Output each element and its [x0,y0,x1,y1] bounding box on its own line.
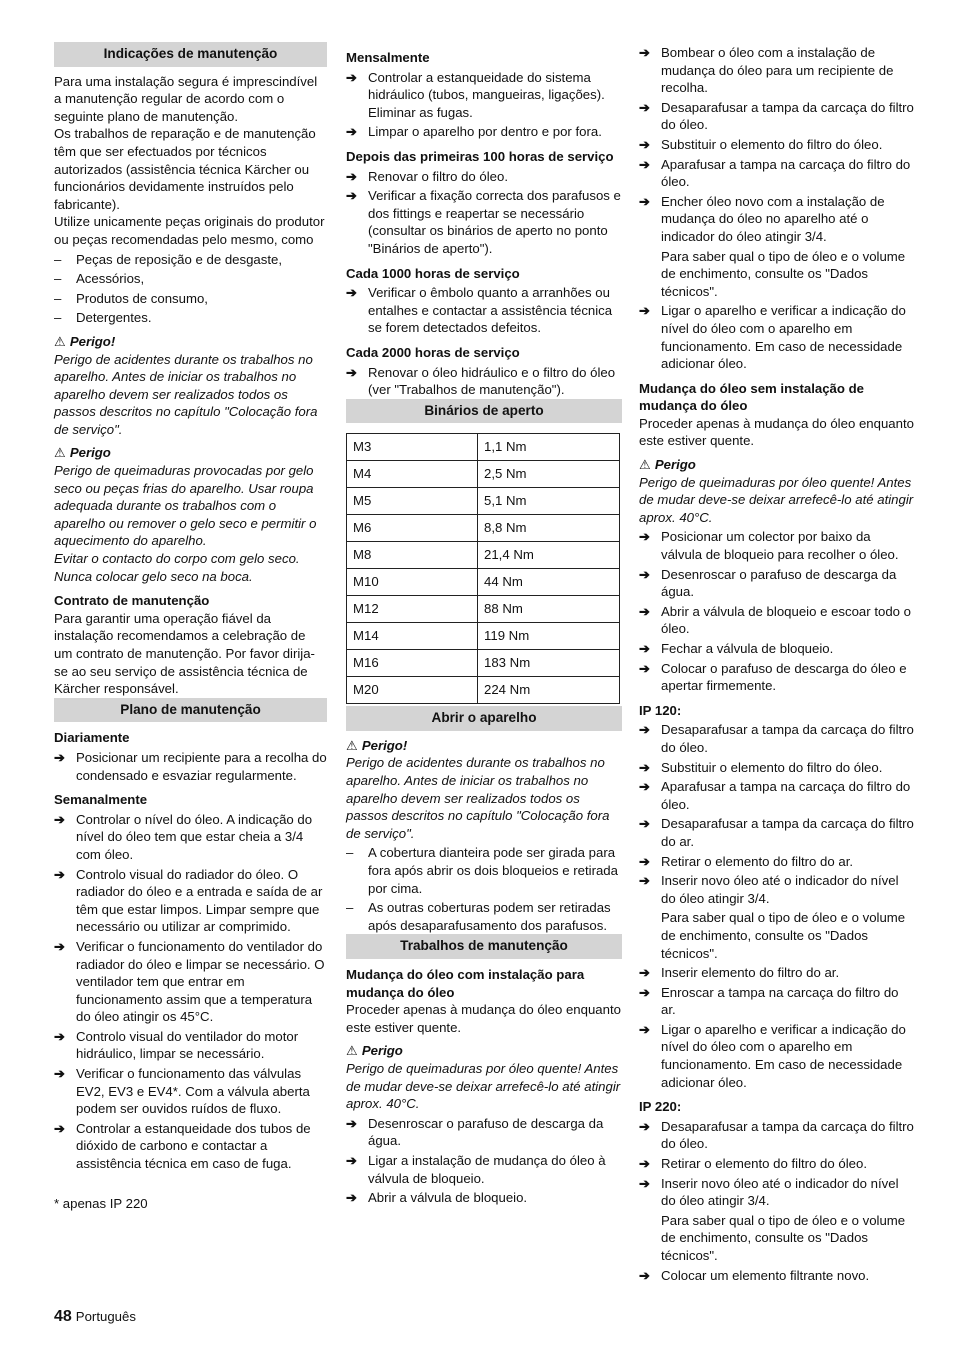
action-step: ➔ Substituir o elemento do filtro do óleo. [639,136,883,152]
thread-size-cell: M6 [347,515,478,542]
action-step: ➔ Retirar o elemento do filtro do óleo. [639,1156,867,1172]
arrow-right-icon: ➔ [639,1118,651,1134]
section-heading: Indicações de manutenção [54,42,327,67]
page-footer [54,1308,136,1326]
table-row [347,488,620,515]
action-step: ➔ Desaparafusar a tampa da carcaça do filtro do óleo. [639,1118,914,1152]
thread-size-cell: M12 [347,596,478,623]
subheading: Cada 1000 horas de serviço [346,265,520,281]
action-step: ➔ Desaparafusar a tampa da carcaça do filtro do óleo. [639,99,914,133]
table-row [347,569,620,596]
action-step: ➔ Inserir elemento do filtro do ar. [639,965,840,981]
dash-list-item: – A cobertura dianteira pode ser girada para fora após abrir os dois bloqueios e retirada por cima. [346,845,618,896]
column-3 [639,42,915,1284]
warning-text: Perigo de queimaduras por óleo quente! Antes de mudar deve-se deixar arrefecê-lo até atingir aprox. 40°C. [639,474,914,525]
thread-size-cell: M8 [347,542,478,569]
arrow-right-icon: ➔ [639,779,651,795]
warning-triangle-icon: ⚠ [346,1043,358,1059]
torque-value-cell: 119 Nm [478,623,620,650]
dash-list-item: – Acessórios, [54,271,145,287]
action-step: ➔ Colocar um elemento filtrante novo. [639,1267,870,1283]
subheading: Semanalmente [54,792,148,808]
action-step: ➔ Aparafusar a tampa na carcaça do filtro do óleo. [639,779,911,812]
arrow-right-icon: ➔ [639,45,651,60]
subheading: Diariamente [54,730,130,746]
arrow-right-icon: ➔ [54,938,66,954]
arrow-right-icon: ➔ [346,285,358,301]
dash-bullet: – [346,845,354,861]
indented-note: Para saber qual o tipo de óleo e o volume de enchimento, consulte os "Dados técnicos". [661,1212,906,1263]
action-step: ➔ Controlo visual do ventilador do motor hidráulico, limpar se necessário. [54,1028,299,1062]
section-heading: Plano de manutenção [54,698,327,723]
arrow-right-icon: ➔ [639,156,651,172]
arrow-right-icon: ➔ [346,69,358,85]
torque-value-cell: 224 Nm [478,677,620,704]
dash-bullet: – [54,271,62,287]
arrow-right-icon: ➔ [639,1267,651,1283]
subheading: Mensalmente [346,50,430,65]
warning-heading: ⚠ Perigo [346,1043,403,1059]
action-step: ➔ Ligar a instalação de mudança do óleo à válvula de bloqueio. [346,1152,606,1186]
thread-size-cell: M3 [347,434,478,461]
action-step: ➔ Enroscar a tampa na carcaça do filtro do ar. [639,984,899,1018]
dash-list-item: – Produtos de consumo, [54,290,208,306]
action-step: ➔ Controlo visual do radiador do óleo. O radiador do óleo e a entrada e saída de ar têm que estar limpos. Limpar sempre que necessário ou utilizar ar comprimido. [54,866,323,935]
action-step: ➔ Desenroscar o parafuso de descarga da água. [346,1115,604,1149]
dash-list-item: – Peças de reposição e de desgaste, [54,251,283,267]
table-row [347,434,620,461]
action-step: ➔ Inserir novo óleo até o indicador do nível do óleo atingir 3/4. [639,1175,899,1209]
torque-value-cell: 88 Nm [478,596,620,623]
arrow-right-icon: ➔ [639,603,651,619]
paragraph: Para garantir uma operação fiável da instalação recomendamos a celebração de um contrato de manutenção. Por favor dirija-se ao seu serviço de assistência técnica de Kärcher responsável. [54,610,315,697]
torque-value-cell: 8,8 Nm [478,515,620,542]
arrow-right-icon: ➔ [639,529,651,545]
arrow-right-icon: ➔ [54,1028,66,1044]
subheading: Depois das primeiras 100 horas de serviço [346,148,614,164]
table-row [347,650,620,677]
arrow-right-icon: ➔ [54,1066,66,1082]
thread-size-cell: M20 [347,677,478,704]
arrow-right-icon: ➔ [346,124,358,140]
page-number: 48 [54,1308,72,1325]
warning-triangle-icon: ⚠ [639,457,651,473]
torque-value-cell: 183 Nm [478,650,620,677]
section-heading: Trabalhos de manutenção [346,934,622,959]
arrow-right-icon: ➔ [639,853,651,869]
torque-value-cell: 2,5 Nm [478,461,620,488]
arrow-right-icon: ➔ [639,193,651,209]
arrow-right-icon: ➔ [639,99,651,115]
torque-value-cell: 21,4 Nm [478,542,620,569]
table-row [347,623,620,650]
arrow-right-icon: ➔ [54,1120,66,1136]
thread-size-cell: M16 [347,650,478,677]
arrow-right-icon: ➔ [639,984,651,1000]
action-step: ➔ Encher óleo novo com a instalação de mudança do óleo no aparelho até o indicador do óleo atingir 3/4. [639,193,885,244]
subheading: IP 220: [639,1099,682,1115]
column-2-top [346,49,622,423]
action-step: ➔ Abrir a válvula de bloqueio e escoar todo o óleo. [639,603,911,637]
dash-bullet: – [54,310,62,326]
warning-triangle-icon: ⚠ [54,445,66,461]
thread-size-cell: M14 [347,623,478,650]
indented-note: Para saber qual o tipo de óleo e o volume de enchimento, consulte os "Dados técnicos". [661,248,906,299]
action-step: ➔ Desenroscar o parafuso de descarga da água. [639,566,897,600]
warning-text: Perigo de queimaduras por óleo quente! Antes de mudar deve-se deixar arrefecê-lo até atingir aprox. 40°C. [346,1060,621,1112]
action-step: ➔ Controlar o nível do óleo. A indicação do nível do óleo tem que estar cheia a 3/4 com óleo. [54,811,313,862]
torque-value-cell: 5,1 Nm [478,488,620,515]
action-step: ➔ Posicionar um colector por baixo da válvula de bloqueio para recolher o óleo. [639,529,899,563]
arrow-right-icon: ➔ [54,749,66,765]
arrow-right-icon: ➔ [639,873,651,889]
subheading: Cada 2000 horas de serviço [346,344,520,360]
arrow-right-icon: ➔ [639,816,651,832]
dash-list-item: – Detergentes. [54,310,152,326]
arrow-right-icon: ➔ [639,1021,651,1037]
table-row [347,596,620,623]
dash-bullet: – [346,900,354,916]
action-step: ➔ Verificar o funcionamento do ventilador do radiador do óleo e limpar se necessário. O ventilador tem que entrar em funcionamento assim que a temperatura do óleo atingir os 45°C. [54,938,325,1025]
action-step: ➔ Retirar o elemento do filtro do ar. [639,853,854,869]
paragraph: Utilize unicamente peças originais do produtor ou peças recomendadas pelo mesmo, como [54,214,325,247]
arrow-right-icon: ➔ [639,759,651,775]
action-step: ➔ Desaparafusar a tampa da carcaça do filtro do óleo. [639,722,914,755]
action-step: ➔ Renovar o filtro do óleo. [346,168,509,184]
section-heading: Abrir o aparelho [346,706,622,731]
arrow-right-icon: ➔ [639,965,651,981]
subheading: Contrato de manutenção [54,593,210,609]
arrow-right-icon: ➔ [346,188,358,204]
table-row [347,515,620,542]
torque-value-cell: 44 Nm [478,569,620,596]
indented-note: Para saber qual o tipo de óleo e o volume de enchimento, consulte os "Dados técnicos". [661,910,906,961]
column-2-bottom [346,706,622,1206]
thread-size-cell: M4 [347,461,478,488]
subheading: IP 120: [639,702,682,718]
arrow-right-icon: ➔ [639,303,651,319]
action-step: ➔ Inserir novo óleo até o indicador do nível do óleo atingir 3/4. [639,873,899,906]
action-step: ➔ Fechar a válvula de bloqueio. [639,641,834,656]
warning-triangle-icon: ⚠ [54,333,66,349]
arrow-right-icon: ➔ [639,136,651,152]
warning-heading: ⚠ Perigo [639,457,696,473]
paragraph: Proceder apenas à mudança do óleo enquanto este estiver quente. [639,415,914,449]
thread-size-cell: M5 [347,488,478,515]
action-step: ➔ Ligar o aparelho e verificar a indicação do nível do óleo com o aparelho em funcionamento. Em caso de necessidade adicionar óleo. [639,303,906,372]
torque-value-cell: 1,1 Nm [478,434,620,461]
action-step: ➔ Limpar o aparelho por dentro e por fora. [346,124,602,140]
thread-size-cell: M10 [347,569,478,596]
arrow-right-icon: ➔ [639,722,651,738]
action-step: ➔ Renovar o óleo hidráulico e o filtro do óleo (ver "Trabalhos de manutenção"). [346,364,616,398]
table-row [347,542,620,569]
arrow-right-icon: ➔ [639,641,651,656]
action-step: ➔ Desaparafusar a tampa da carcaça do filtro do ar. [639,816,914,849]
section-heading: Binários de aperto [346,399,622,424]
arrow-right-icon: ➔ [639,566,651,582]
paragraph: Para uma instalação segura é imprescindível a manutenção regular de acordo com o seguinte plano de manutenção. [54,73,318,124]
table-row [347,461,620,488]
arrow-right-icon: ➔ [639,1156,651,1172]
warning-heading: ⚠ Perigo [54,445,111,461]
arrow-right-icon: ➔ [639,1175,651,1191]
action-step: ➔ Abrir a válvula de bloqueio. [346,1190,528,1206]
action-step: ➔ Controlar a estanqueidade do sistema hidráulico (tubos, mangueiras, ligações). Eliminar as fugas. [346,69,605,120]
column-1 [54,42,327,1212]
footnote: * apenas IP 220 [54,1195,148,1211]
column-2 [346,42,622,1207]
arrow-right-icon: ➔ [346,168,358,184]
action-step: ➔ Colocar o parafuso de descarga do óleo e apertar firmemente. [639,660,907,694]
arrow-right-icon: ➔ [346,1152,358,1168]
arrow-right-icon: ➔ [346,1190,358,1206]
action-step: ➔ Posicionar um recipiente para a recolha do condensado e esvaziar regularmente. [54,749,327,783]
action-step: ➔ Substituir o elemento do filtro do óleo. [639,759,883,775]
warning-text: Perigo de queimaduras provocadas por gelo seco ou peças frias do aparelho. Usar roupa adequada durante os trabalhos com o aparelho ou remover o gelo seco e permitir o aquecimento do aparelho. [54,463,317,549]
torque-table [346,433,620,704]
arrow-right-icon: ➔ [54,866,66,882]
warning-heading: ⚠ Perigo! [346,737,408,753]
paragraph: Proceder apenas à mudança do óleo enquanto este estiver quente. [346,1002,621,1035]
action-step: ➔ Verificar o funcionamento das válvulas EV2, EV3 e EV4*. Com a válvula aberta podem ser ouvidos ruídos de fluxo. [54,1066,310,1117]
arrow-right-icon: ➔ [346,1115,358,1131]
table-row [347,677,620,704]
action-step: ➔ Ligar o aparelho e verificar a indicação do nível do óleo com o aparelho em funcionamento. Em caso de necessidade adicionar óleo. [639,1021,906,1090]
footer-language: Português [75,1309,136,1324]
action-step: ➔ Aparafusar a tampa na carcaça do filtro do óleo. [639,156,911,190]
arrow-right-icon: ➔ [54,811,66,827]
warning-text: Perigo de acidentes durante os trabalhos no aparelho. Antes de iniciar os trabalhos no aparelho devem ser realizados todos os passos descritos no capítulo "Colocação fora de serviço". [346,755,610,841]
arrow-right-icon: ➔ [346,364,358,380]
warning-text: Evitar o contacto do corpo com gelo seco. Nunca colocar gelo seco na boca. [54,551,300,584]
subheading: Mudança do óleo sem instalação de mudança do óleo [639,380,864,414]
action-step: ➔ Verificar o êmbolo quanto a arranhões ou entalhes e contactar a assistência técnica se forem detectados defeitos. [346,285,613,336]
subheading: Mudança do óleo com instalação para mudança do óleo [346,967,585,1000]
action-step: ➔ Controlar a estanqueidade dos tubos de dióxido de carbono e contactar a assistência técnica em caso de fuga. [54,1120,311,1172]
dash-bullet: – [54,251,62,267]
action-step: ➔ Bombear o óleo com a instalação de mudança do óleo para um recipiente de recolha. [639,45,894,96]
warning-heading: ⚠ Perigo! [54,333,116,349]
arrow-right-icon: ➔ [639,660,651,676]
action-step: ➔ Verificar a fixação correcta dos parafusos e dos fittings e reapertar se necessário (consultar os binários de aperto no ponto "Binários de aperto"). [346,188,621,256]
warning-triangle-icon: ⚠ [346,737,358,753]
dash-bullet: – [54,290,62,306]
dash-list-item: – As outras coberturas podem ser retiradas após desaparafusamento dos parafusos. [346,900,611,933]
warning-text: Perigo de acidentes durante os trabalhos no aparelho. Antes de iniciar os trabalhos no aparelho devem ser realizados todos os passos descritos no capítulo "Colocação fora de serviço". [54,351,318,437]
paragraph: Os trabalhos de reparação e de manutenção têm que ser efectuados por técnicos autorizados (assistência técnica Kärcher ou funcionários devidamente instruídos pelo fabricante). [54,126,316,212]
